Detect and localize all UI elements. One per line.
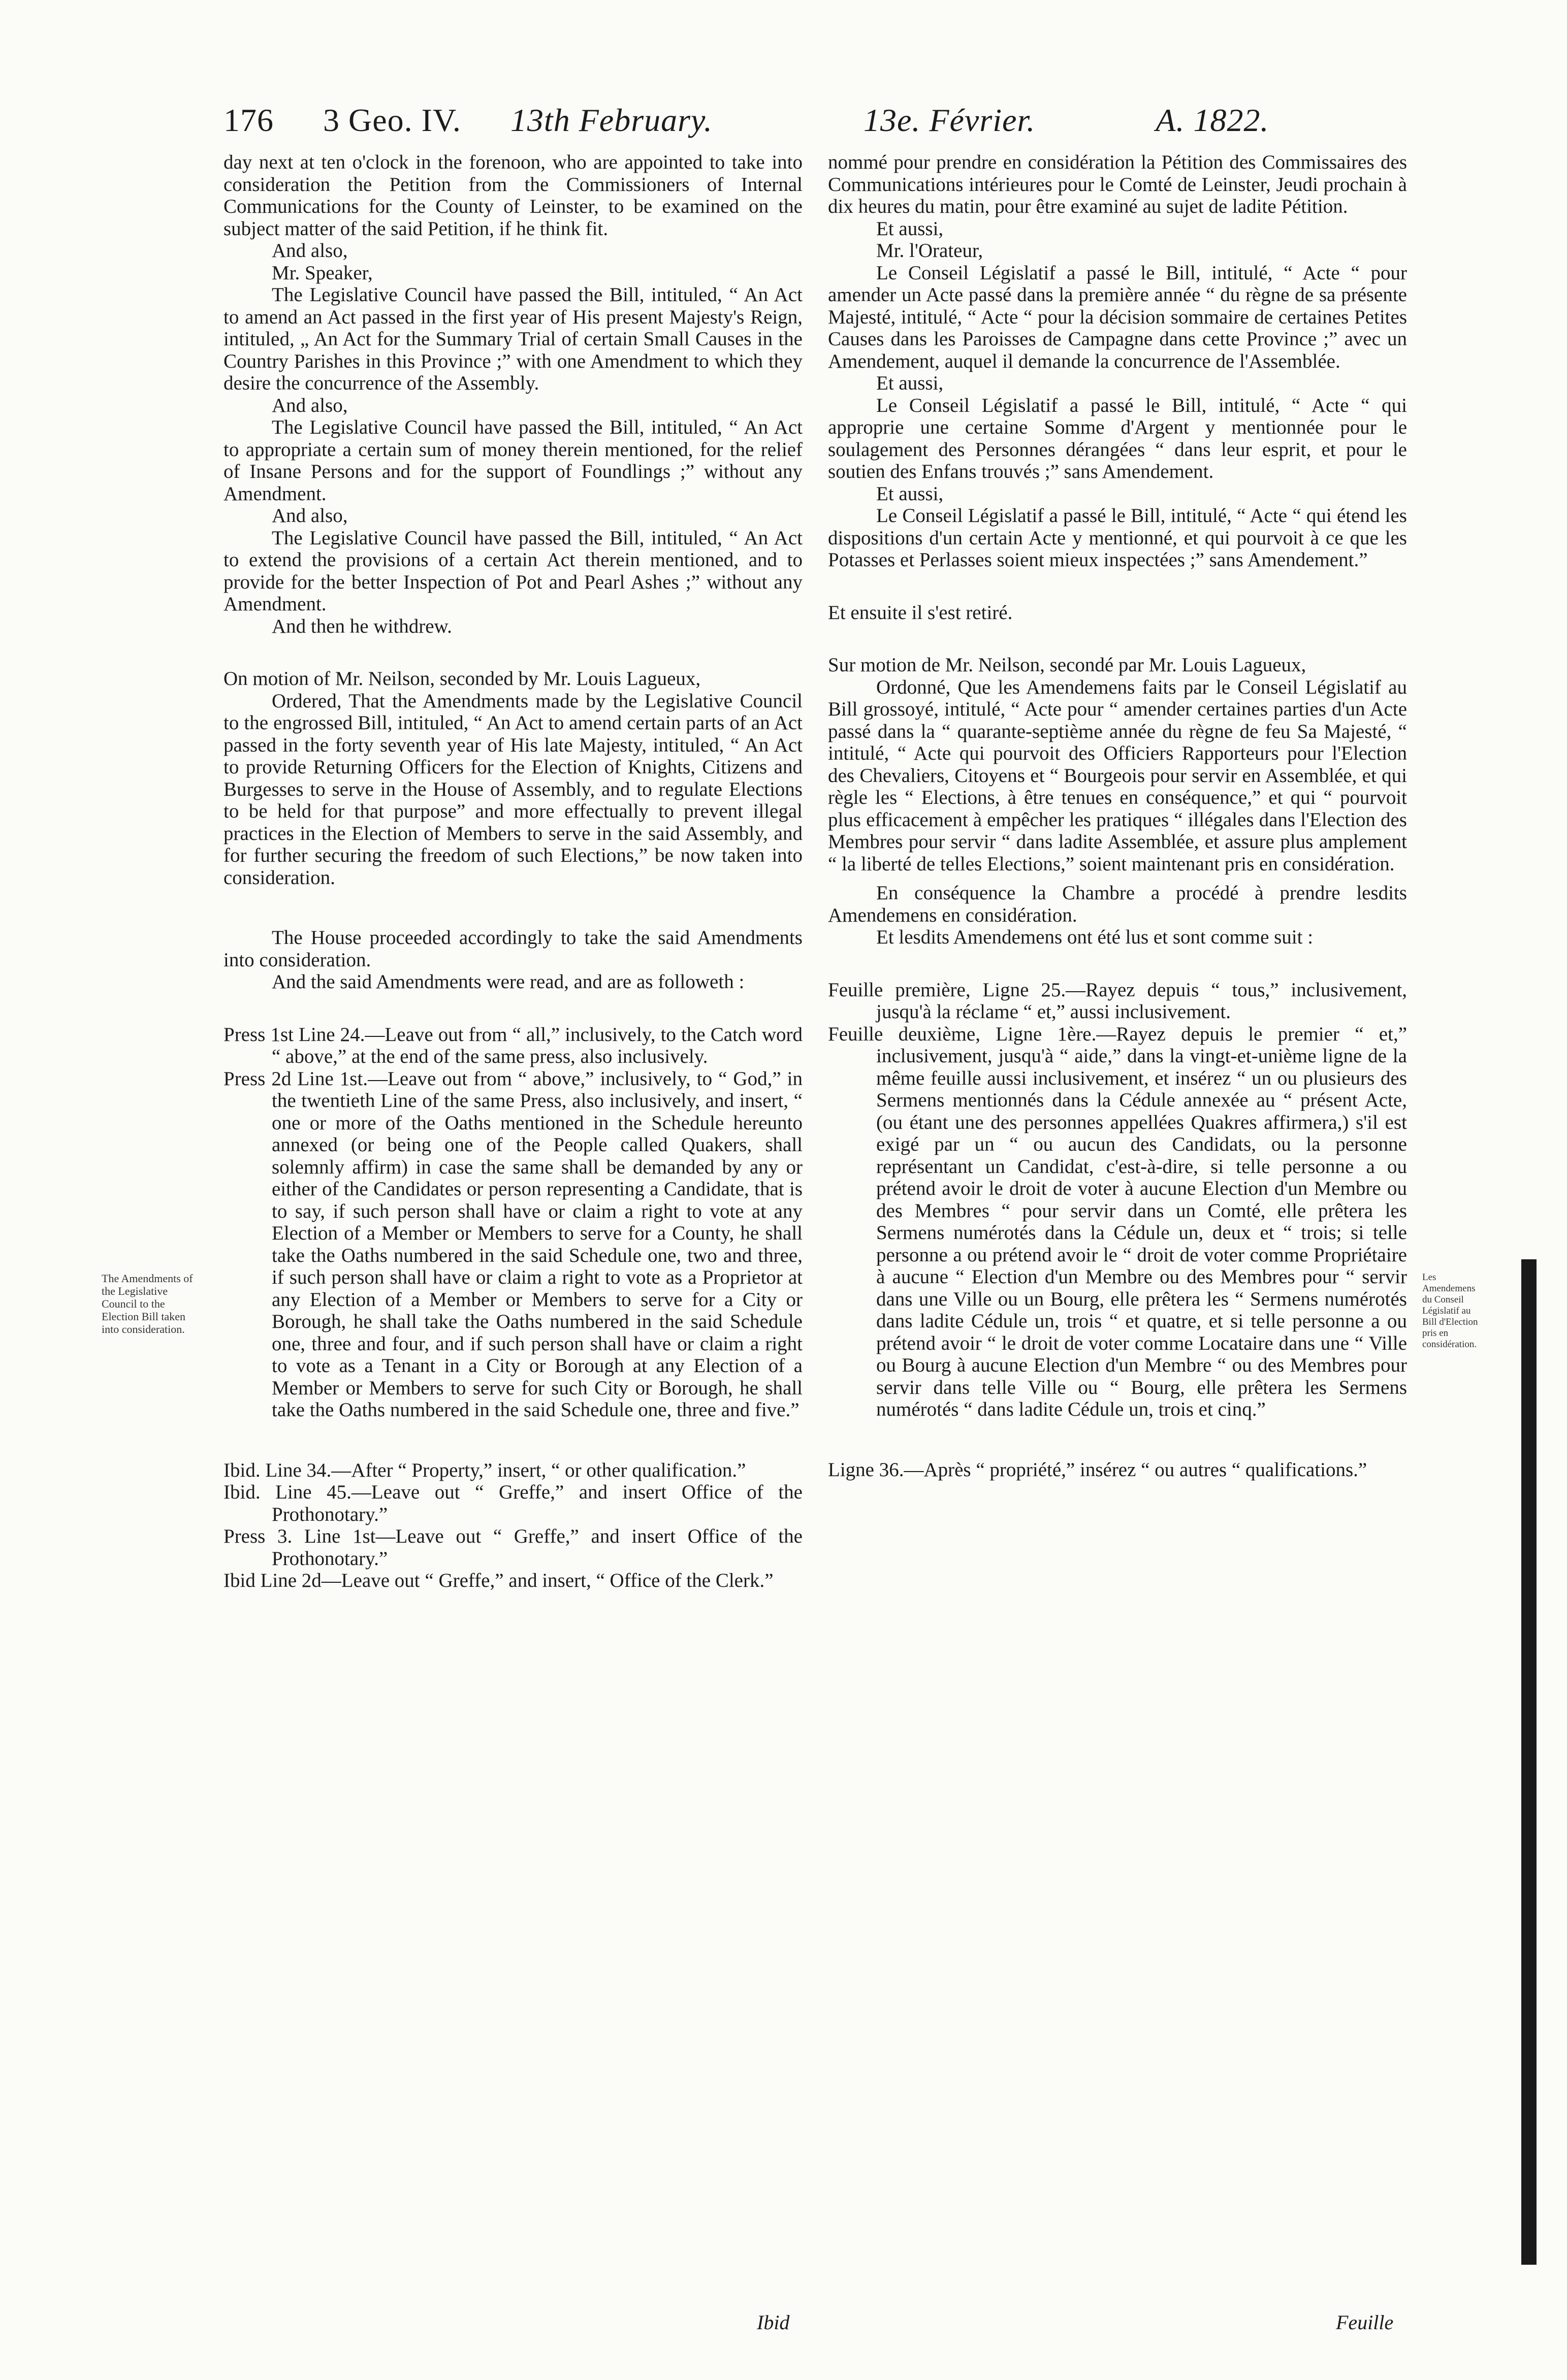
french-lus: Et lesdits Amendemens ont été lus et sont comme suit : — [876, 926, 1314, 948]
english-paragraph: day next at ten o'clock in the forenoon, who are appointed to take into consideration the Petition from the Commissioners of Internal Communications for the County of Leinster, to be examined on the subject matter of the said Petition, if he think fit. — [223, 151, 803, 240]
french-retire: Et ensuite il s'est retiré. — [828, 601, 1013, 624]
french-et-aussi: Et aussi, — [876, 372, 944, 394]
english-paragraph: The Legislative Council have passed the Bill, intituled, “ An Act to amend an Act passed in the first year of His present Majesty's Reign, intituled, „ An Act for the Summary Trial of certain Small Causes in the Country Parishes in this Province ;” with one Amendment to which they desire the concurrence of the Assembly. — [223, 284, 803, 394]
french-column — [828, 151, 1407, 1481]
english-amendment: Ibid Line 2d—Leave out “ Greffe,” and insert, “ Office of the Clerk.” — [223, 1570, 774, 1591]
french-motion: Sur motion de Mr. Neilson, secondé par Mr. Louis Lagueux, — [828, 654, 1306, 676]
french-paragraph: Le Conseil Législatif a passé le Bill, intitulé, “ Acte “ qui approprie une certaine Somme d'Argent y mentionnée pour le soulagement des Personnes dérangées “ dans leur esprit, et pour le soutien des Enfans trouvés ;” sans Amendement. — [828, 394, 1407, 482]
catchword-english: Ibid — [757, 2311, 790, 2334]
running-header-french — [864, 102, 1269, 139]
english-amendment: Press 3. Line 1st—Leave out “ Greffe,” and insert Office of the Prothonotary.” — [223, 1525, 803, 1570]
french-et-aussi: Et aussi, — [876, 482, 944, 505]
english-amendment: Ibid. Line 45.—Leave out “ Greffe,” and insert Office of the Prothonotary.” — [223, 1481, 803, 1525]
french-et-aussi: Et aussi, — [876, 217, 944, 240]
regnal-year: 3 Geo. IV. — [323, 102, 461, 138]
french-amendment: Feuille première, Ligne 25.—Rayez depuis “ tous,” inclusivement, jusqu'à la réclame “ et,” aussi inclusivement. — [828, 979, 1407, 1023]
catchword-french: Feuille — [1336, 2311, 1394, 2334]
french-orateur: Mr. l'Orateur, — [876, 240, 983, 262]
page-edge-shadow — [1521, 1259, 1537, 2265]
french-paragraph: nommé pour prendre en considération la Pétition des Commissaires des Communications intérieures pour le Comté de Leinster, Jeudi prochain à dix heures du matin, pour être examiné au sujet de ladite Pétition. — [828, 151, 1407, 217]
english-paragraph: The Legislative Council have passed the Bill, intituled, “ An Act to extend the provisions of a certain Act therein mentioned, and to provide for the better Inspection of Pot and Pearl Ashes ;” without any Amendment. — [223, 527, 803, 615]
english-amendment: Press 1st Line 24.—Leave out from “ all,” inclusively, to the Catch word “ above,” at the end of the same press, also inclusively. — [223, 1023, 803, 1067]
french-amendment: Ligne 36.—Après “ propriété,” insérez “ ou autres “ qualifications.” — [828, 1458, 1367, 1481]
english-ordered: Ordered, That the Amendments made by the Legislative Council to the engrossed Bill, intituled, “ An Act to amend certain parts of an Act passed in the forty seventh year of His late Majesty, intituled, “ An Act to provide Returning Officers for the Election of Knights, Citizens and Burgesses to serve in the House of Assembly, and to regulate Elections to be held for that purpose” and more effectually to prevent illegal practices in the Election of Members to serve in the said Assembly, and for further securing the freedom of such Elections,” be now taken into consideration. — [223, 690, 803, 889]
english-column — [223, 151, 803, 1592]
english-speaker: Mr. Speaker, — [272, 262, 373, 284]
french-paragraph: Le Conseil Législatif a passé le Bill, intitulé, “ Acte “ qui étend les dispositions d'un certain Acte y mentionné, et qui pourvoit à ce que les Potasses et Perlasses soient mieux inspectées ;” sans Amendement.” — [828, 505, 1407, 571]
english-motion: On motion of Mr. Neilson, seconded by Mr. Louis Lagueux, — [223, 668, 701, 690]
english-proceeded: The House proceeded accordingly to take the said Amendments into consideration. — [223, 927, 803, 971]
margin-note-french: Les Amendemens du Conseil Législatif au Bill d'Election pris en considération. — [1422, 1272, 1478, 1350]
french-amendment: Feuille deuxième, Ligne 1ère.—Rayez depuis le premier “ et,” inclusivement, jusqu'à “ aide,” dans la vingt-et-unième ligne de la même feuille aussi inclusivement, et insérez “ un ou plusieurs des Sermens mentionnés dans la Cédule annexée au “ présent Acte, (ou étant une des personnes appellées Quakres affirmera,) s'il est exigé par un “ ou aucun des Candidats, ou la personne représentant un Candidat, c'est-à-dire, si telle personne a ou prétend avoir le droit de voter à aucune Election d'un Membre ou des Membres “ pour servir dans un Comté, elle prêtera les Sermens numérotés dans la Cédule un, deux et “ trois; si telle personne a ou prétend avoir le “ droit de voter comme Propriétaire à aucune “ Election d'un Membre ou des Membres pour “ servir dans une Ville ou un Bourg, elle prêtera les “ Sermens numérotés dans ladite Cédule un, trois “ et quatre, et si telle personne a ou prétend avoir “ le droit de voter comme Locataire dans une “ Ville ou Bourg à aucune Election d'un Membre “ ou des Membres pour servir dans telle Ville ou “ Bourg, elle prêtera les Sermens numérotés “ dans ladite Cédule un, trois et cinq.” — [828, 1023, 1407, 1420]
date-french: 13e. Février. — [864, 102, 1036, 138]
french-procede: En conséquence la Chambre a procédé à prendre lesdits Amendemens en considération. — [828, 882, 1407, 926]
date-english: 13th February. — [510, 102, 713, 138]
english-amendment: Press 2d Line 1st.—Leave out from “ above,” inclusively, to “ God,” in the twentieth Line of the same Press, also inclusively, and insert, “ one or more of the Oaths mentioned in the Schedule hereunto annexed (or being one of the People called Quakers, shall solemnly affirm) in case the same shall be demanded by any or either of the Candidates or person representing a Candidate, that is to say, if such person shall have or claim a right to vote at any Election of a Member or Members to serve for a County, he shall take the Oaths numbered in the said Schedule one, two and three, if such person shall have or claim a right to vote as a Proprietor at any Election of a Member or Members to serve for a City or Borough, he shall take the Oaths numbered in the said Schedule one, three and four, and if such person shall have or claim a right to vote as a Tenant in a City or Borough at any Election of a Member or Members to serve for such City or Borough, he shall take the Oaths numbered in the said Schedule one, three and five.” — [223, 1067, 803, 1421]
english-and-also: And also, — [272, 505, 348, 527]
page-number: 176 — [223, 102, 274, 138]
french-ordonne: Ordonné, Que les Amendemens faits par le Conseil Législatif au Bill grossoyé, intitulé, “ Acte pour “ amender certaines parties d'un Acte passé dans la “ quarante-septième année du règne de feu Sa Majesté, “ intitulé, “ Acte qui pourvoit des Officiers Rapporteurs pour l'Election des Chevaliers, Citoyens et “ Bourgeois pour servir en Assemblée, et qui règle les “ Elections, à être tenues en conséquence,” et qui “ pourvoit plus efficacement à empêcher les pratiques “ illégales dans l'Election des Membres pour servir “ dans ladite Assemblée, et assure plus amplement “ la liberté de telles Elections,” soient maintenant pris en considération. — [828, 676, 1407, 875]
french-paragraph: Le Conseil Législatif a passé le Bill, intitulé, “ Acte “ pour amender un Acte passé dans la première année “ du règne de sa présente Majesté, intitulé, “ Acte “ pour la décision sommaire de certaines Petites Causes dans les Paroisses de Campagne dans cette Province ;” avec un Amendement, auquel il demande la concurrence de l'Assemblée. — [828, 262, 1407, 372]
english-and-also: And also, — [272, 394, 348, 416]
english-and-also: And also, — [272, 240, 348, 262]
margin-note-english: The Amendments of the Legislative Council to the Election Bill taken into consideration. — [102, 1272, 193, 1335]
english-read: And the said Amendments were read, and are as followeth : — [272, 971, 745, 993]
year: A. 1822. — [1156, 102, 1269, 138]
english-withdrew: And then he withdrew. — [272, 615, 452, 637]
english-amendment: Ibid. Line 34.—After “ Property,” insert, “ or other qualification.” — [223, 1459, 746, 1481]
running-header — [223, 102, 753, 139]
english-paragraph: The Legislative Council have passed the Bill, intituled, “ An Act to appropriate a certain sum of money therein mentioned, for the relief of Insane Persons and for the support of Foundlings ;” without any Amendment. — [223, 416, 803, 505]
